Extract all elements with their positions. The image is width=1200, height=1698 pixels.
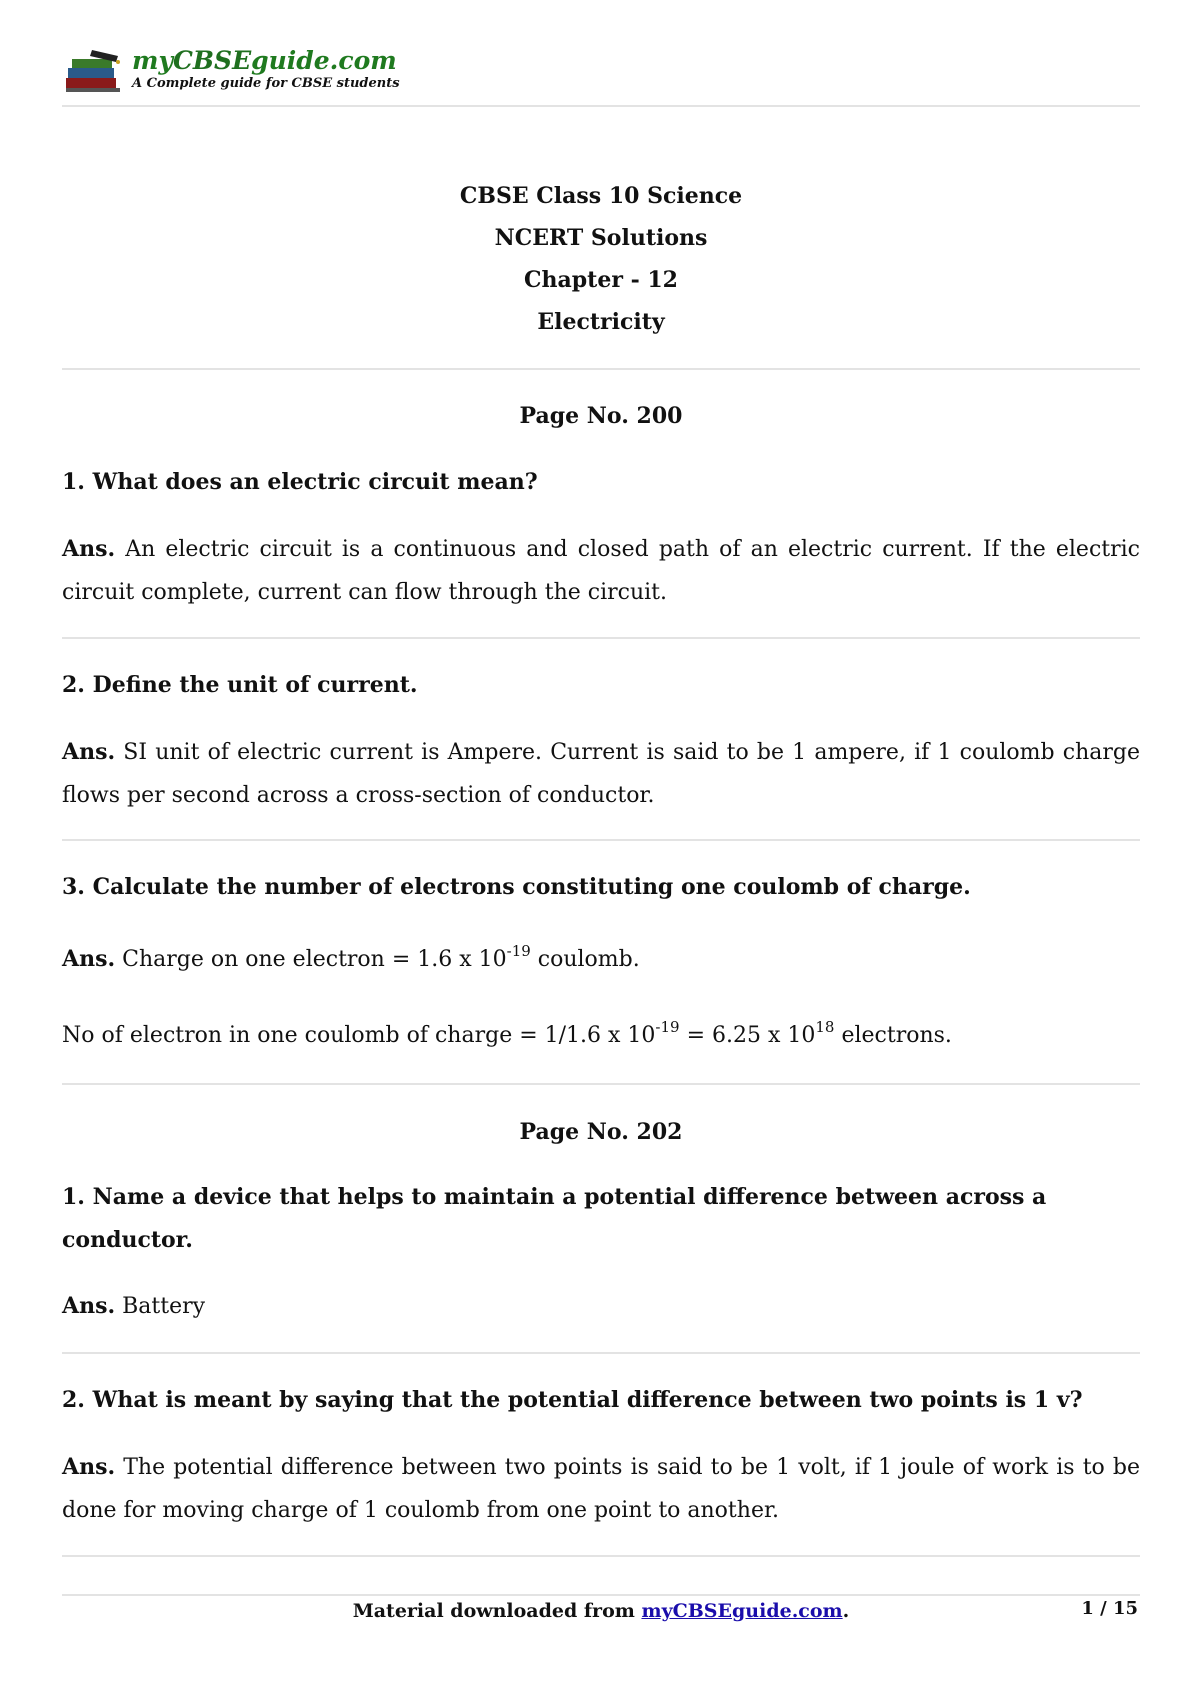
doc-title-line4: Electricity — [537, 309, 665, 335]
section-divider — [62, 368, 1140, 370]
answer-text: Ans. SI unit of electric current is Ampere. Current is said to be 1 ampere, if 1 coulomb charge flows per second across a cross-section of conductor. — [62, 739, 1140, 808]
qa-divider — [62, 1352, 1140, 1354]
answer-text: Ans. An electric circuit is a continuous and closed path of an electric current. If the electric circuit complete, current can flow through the circuit. — [62, 536, 1140, 605]
question-text: 1. Name a device that helps to maintain a potential difference between across a conductor. — [62, 1184, 1047, 1253]
footer-link[interactable]: myCBSEguide.com — [641, 1600, 843, 1622]
site-logo — [62, 44, 402, 100]
qa-divider — [62, 839, 1140, 841]
doc-title-line1: CBSE Class 10 Science — [459, 183, 743, 209]
header-divider — [62, 105, 1140, 107]
question-text: 1. What does an electric circuit mean? — [62, 469, 538, 495]
question-text: 2. What is meant by saying that the potential difference between two points is 1 v? — [62, 1387, 1083, 1413]
answer-text: Ans. Charge on one electron = 1.6 x $10^{-19}$ coulomb. — [62, 941, 640, 972]
section-divider — [62, 1083, 1140, 1085]
doc-title-line3: Chapter - 12 — [524, 267, 678, 293]
books-icon — [62, 48, 126, 96]
logo-wordmark: myCBSEguide.com — [132, 46, 397, 75]
answer-text: Ans. The potential difference between two points is said to be 1 volt, if 1 joule of work is to be done for moving charge of 1 coulomb from one point to another. — [62, 1454, 1140, 1523]
answer-text: No of electron in one coulomb of charge = 1/1.6 x $10^{-19} = 6.25$ x $10^{18}$ electrons. — [62, 1017, 952, 1048]
page-label: Page No. 200 — [519, 403, 683, 429]
qa-divider — [62, 1555, 1140, 1557]
qa-divider — [62, 637, 1140, 639]
page-number: 1 / 15 — [1081, 1598, 1138, 1619]
page-label: Page No. 202 — [519, 1119, 683, 1145]
answer-text: Ans. Battery — [62, 1293, 206, 1319]
logo-tagline: A Complete guide for CBSE students — [132, 76, 400, 91]
question-text: 2. Define the unit of current. — [62, 672, 418, 698]
question-text: 3. Calculate the number of electrons constituting one coulomb of charge. — [62, 874, 971, 900]
footer-divider — [62, 1594, 1140, 1596]
doc-title-line2: NCERT Solutions — [494, 225, 708, 251]
footer-note: Material downloaded from myCBSEguide.com. — [352, 1600, 850, 1622]
